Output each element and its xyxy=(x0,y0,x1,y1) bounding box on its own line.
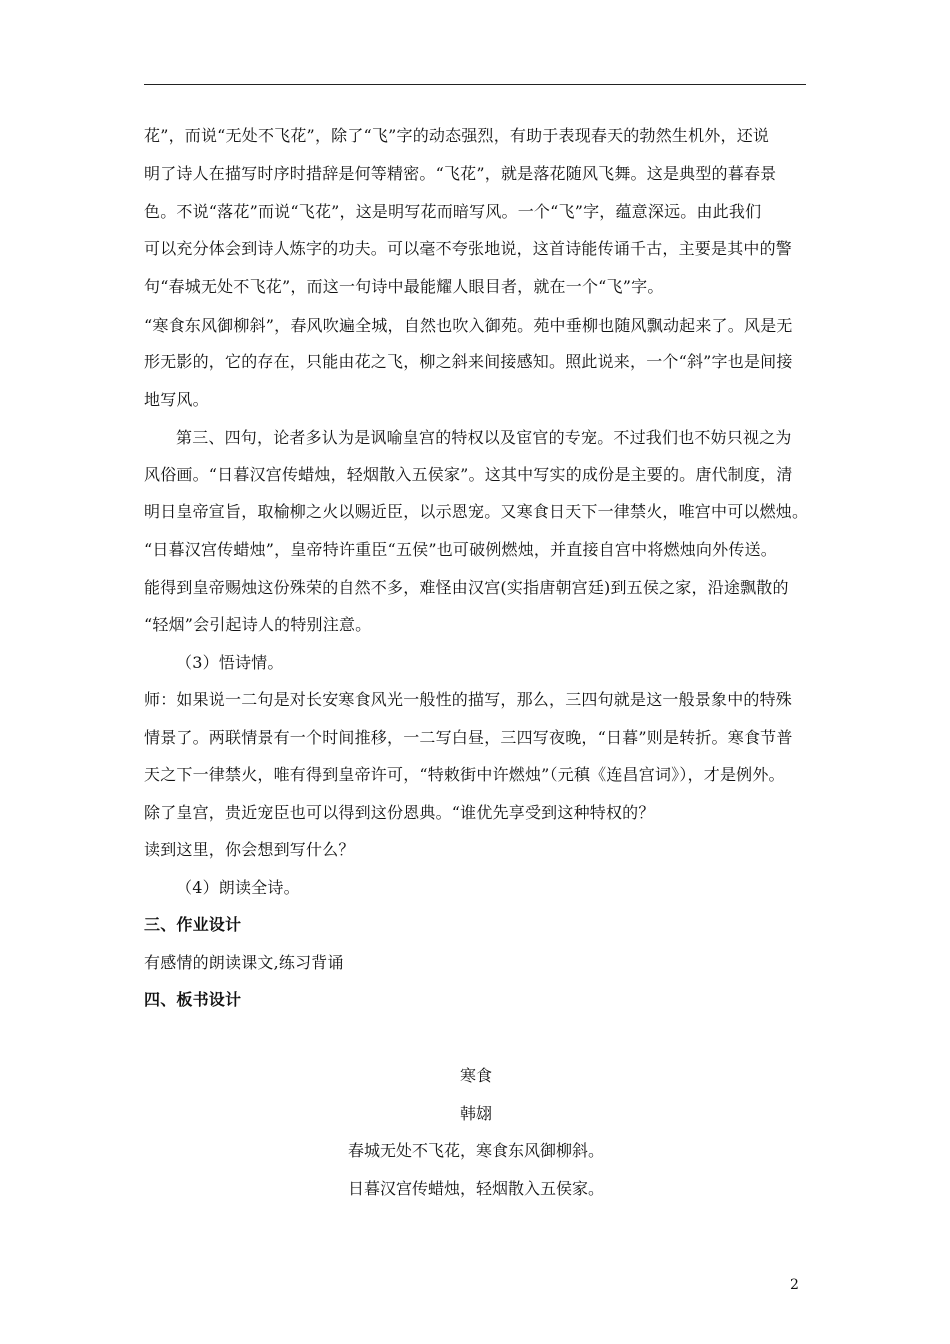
text-line: “轻烟”会引起诗人的特别注意。 xyxy=(144,615,372,634)
text-line: 能得到皇帝赐烛这份殊荣的自然不多，难怪由汉宫(实指唐朝宫廷)到五侯之家，沿途飘散的 xyxy=(144,578,789,597)
header-rule xyxy=(144,84,806,85)
text-line: 花”，而说“无处不飞花”，除了“飞”字的动态强烈，有助于表现春天的勃然生机外，还说 xyxy=(144,126,770,145)
text-line: 第三、四句，论者多认为是讽喻皇宫的特权以及宦官的专宠。不过我们也不妨只视之为 xyxy=(176,428,792,447)
poem-line: 日暮汉宫传蜡烛，轻烟散入五侯家。 xyxy=(347,1179,604,1198)
text-line: 师：如果说一二句是对长安寒食风光一般性的描写，那么，三四句就是这一般景象中的特殊 xyxy=(144,690,793,709)
text-line: 形无影的，它的存在，只能由花之飞，柳之斜来间接感知。照此说来，一个“斜”字也是间接 xyxy=(144,352,793,371)
step-heading: （3）悟诗情。 xyxy=(176,653,284,672)
section-heading: 三、作业设计 xyxy=(144,915,242,934)
step-heading: （4）朗读全诗。 xyxy=(176,878,300,897)
section-heading: 四、板书设计 xyxy=(144,990,242,1009)
text-line: 情景了。两联情景有一个时间推移，一二写白昼，三四写夜晚，“日暮”则是转折。寒食节普 xyxy=(144,728,793,747)
poem-author: 韩翃 xyxy=(459,1104,492,1123)
text-line: “寒食东风御柳斜”，春风吹遍全城，自然也吹入御苑。苑中垂柳也随风飘动起来了。风是无 xyxy=(144,316,793,335)
poem-title: 寒食 xyxy=(459,1066,492,1085)
poem-line: 春城无处不飞花，寒食东风御柳斜。 xyxy=(347,1141,604,1160)
text-line: 可以充分体会到诗人炼字的功夫。可以毫不夸张地说，这首诗能传诵千古，主要是其中的警 xyxy=(144,239,793,258)
text-line: 地写风。 xyxy=(144,390,209,409)
text-line: 除了皇宫，贵近宠臣也可以得到这份恩典。“谁优先享受到这种特权的？ xyxy=(144,803,655,822)
text-line: 天之下一律禁火，唯有得到皇帝许可，“特敕街中许燃烛”（元稹《连昌宫词》），才是例外。 xyxy=(144,765,785,784)
text-line: 明日皇帝宣旨，取榆柳之火以赐近臣，以示恩宠。又寒食日天下一律禁火，唯宫中可以燃烛。 xyxy=(144,502,809,521)
text-line: “日暮汉宫传蜡烛”，皇帝特许重臣“五侯”也可破例燃烛，并直接自宫中将燃烛向外传送。 xyxy=(144,540,777,559)
question-line: 读到这里，你会想到写什么？ xyxy=(144,840,355,859)
text-line: 风俗画。“日暮汉宫传蜡烛，轻烟散入五侯家”。这其中写实的成份是主要的。唐代制度，清 xyxy=(144,465,793,484)
text-line: 色。不说“落花”而说“飞花”，这是明写花而暗写风。一个“飞”字，蕴意深远。由此我们 xyxy=(144,202,762,221)
text-line: 有感情的朗读课文,练习背诵 xyxy=(144,953,344,972)
text-line: 明了诗人在描写时序时措辞是何等精密。“飞花”，就是落花随风飞舞。这是典型的暮春景 xyxy=(144,164,777,183)
text-line: 句“春城无处不飞花”，而这一句诗中最能耀人眼目者，就在一个“飞”字。 xyxy=(144,277,664,296)
page-number: 2 xyxy=(790,1277,799,1293)
